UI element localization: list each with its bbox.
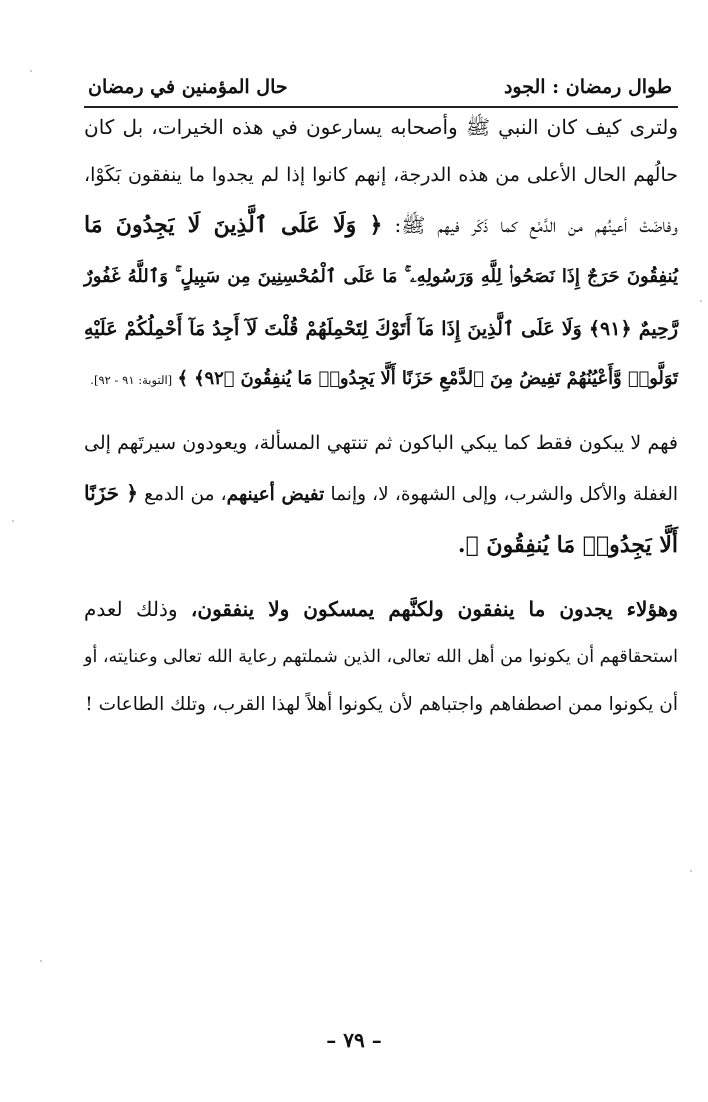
running-header [84,74,678,108]
text-run: ، من الدمع [144,484,227,505]
scan-speck [30,70,32,72]
book-title: حال المؤمنين في رمضان [88,76,288,98]
quran-verse: يُنفِقُونَ حَرَجٌ إِذَا نَصَحُوا۟ لِلَّهِ وَرَسُولِهِۦ ۚ مَا عَلَى ٱلْمُحْسِنِينَ مِن سَبِيلٍ ۚ وَٱللَّهُ غَفُورٌ [84,266,678,287]
paragraph2-line2 [84,478,678,510]
main-text [84,112,678,732]
text-run: وذلك لعدم [84,597,178,621]
text-run: فهم لا يبكون فقط كما يبكي الباكون ثم تنتهي المسألة، ويعودون سيرتَهم إلى [84,432,678,454]
paragraph1-line4 [84,262,678,292]
quran-verse: ﴿ حَزَنًا [84,481,138,505]
text-run: وفاضَتْ أعينُهم من الدَّمْع كما ذَكَر فيهم ﷺ: [394,213,678,237]
paragraph1-line6 [84,364,678,395]
text-run: استحقاقهم أن يكونوا من أهل الله تعالى، الذين شملتهم رعاية الله تعالى وعنايته، أو [84,647,678,667]
quran-verse: أَلَّا يَجِدُوا۟ مَا يُنفِقُونَ ﴾. [457,532,678,558]
paragraph3-line1 [84,594,678,624]
scan-speck [12,520,14,522]
text-run: ولترى كيف كان النبي ﷺ وأصحابه يسارعون في هذه الخيرات، بل كان [84,115,678,139]
scan-speck [700,300,702,302]
text-run: حالُهم الحال الأعلى من هذه الدرجة، إنهم كانوا إذا لم يجدوا ما ينفقون بَكَوْا، [84,164,678,186]
paragraph2-line3 [84,530,678,560]
paragraph1-line1 [84,112,678,142]
chapter-title: طوال رمضان : الجود [503,76,672,98]
scan-speck [690,870,692,872]
quran-verse: تَوَلَّوا۟ وَّأَعْيُنُهُمْ تَفِيضُ مِنَ ٱلدَّمْعِ حَزَنًا أَلَّا يَجِدُوا۟ مَا يُنفِقُونَ ﴿٩٢﴾ ﴾ [177,368,678,389]
page-number: – ٧٩ – [326,1028,382,1052]
paragraph1-line5 [84,314,678,344]
paragraph2-line1 [84,428,678,458]
scan-speck [40,960,42,962]
quran-verse: رَّحِيمٌ ﴿٩١﴾ وَلَا عَلَى ٱلَّذِينَ إِذَا مَآ أَتَوْكَ لِتَحْمِلَهُمْ قُلْتَ لَآ أَجِدُ مَآ أَحْمِلُكُمْ عَلَيْهِ [84,318,678,340]
text-run: الغفلة والأكل والشرب، وإلى الشهوة، لا، وإنما [330,484,678,505]
paragraph3-line2 [84,642,678,672]
verse-citation: [التوبة: ٩١ - ٩٢]. [90,373,173,387]
paragraph1-line2 [84,160,678,190]
quran-verse: ﴿ وَلَا عَلَى ٱلَّذِينَ لَا يَجِدُونَ مَا [84,212,383,238]
emphasis-text: وهؤلاء يجدون ما ينفقون ولكنَّهم يمسكون ولا ينفقون، [190,597,678,621]
emphasis-text: تفيض أعينهم [226,484,325,505]
paragraph3-line3 [84,690,678,720]
paragraph1-line3 [84,210,678,240]
text-run: أن يكونوا ممن اصطفاهم واجتباهم لأن يكونوا أهلاً لهذا القرب، وتلك الطاعات ! [85,694,678,715]
